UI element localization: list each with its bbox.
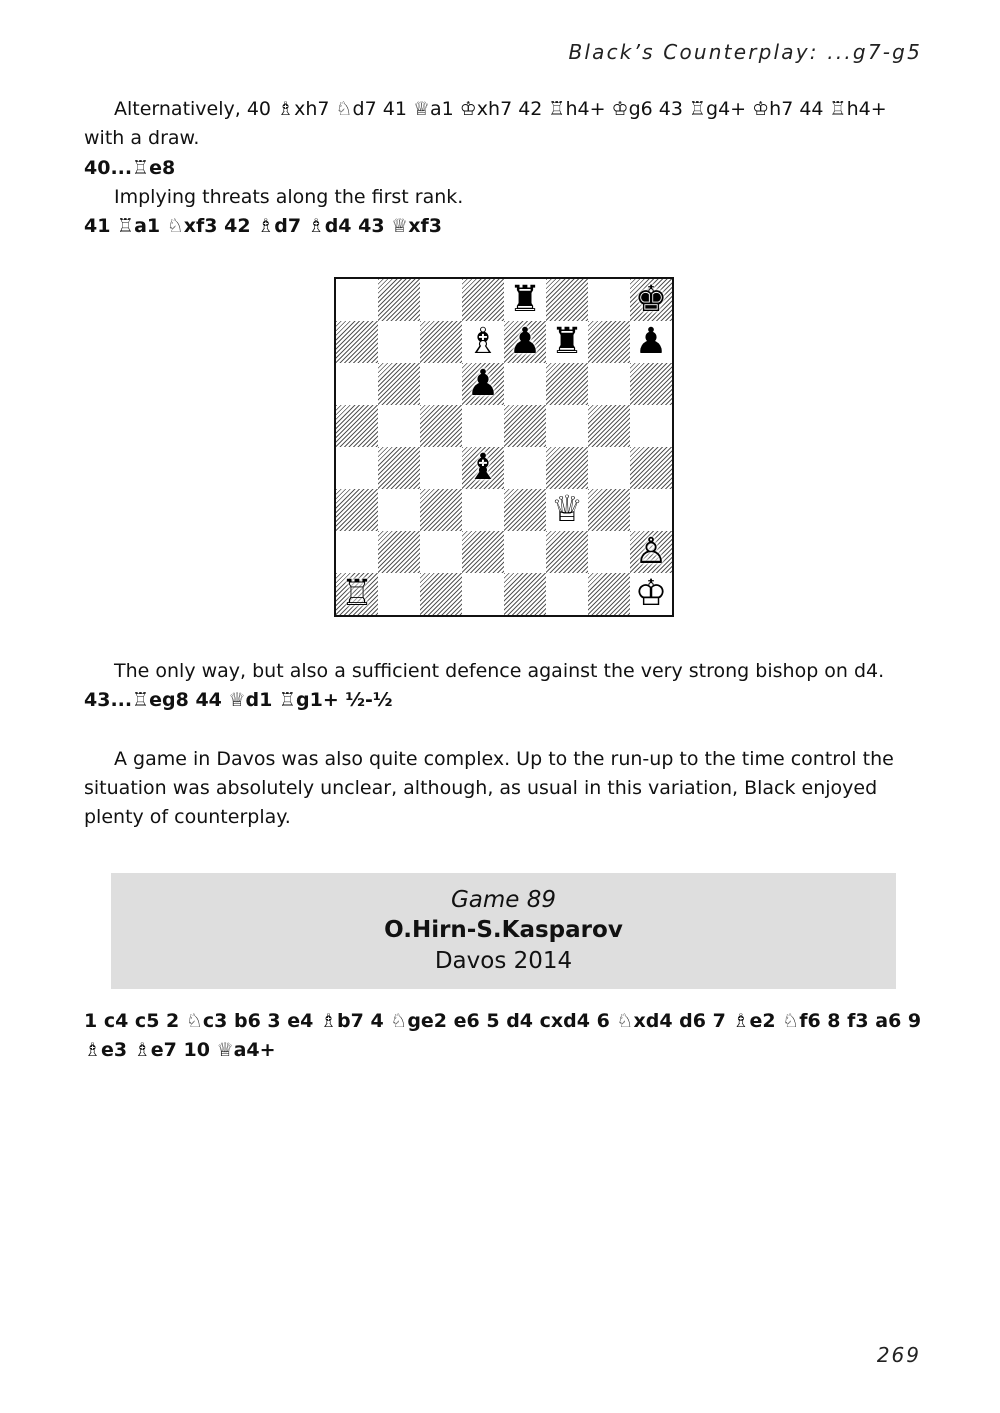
square-c4 xyxy=(420,447,462,489)
game-event: Davos 2014 xyxy=(434,948,573,974)
square-f8 xyxy=(546,279,588,321)
square-b8 xyxy=(378,279,420,321)
chess-piece: ♟ xyxy=(508,321,542,362)
square-d3 xyxy=(462,489,504,531)
square-g5 xyxy=(588,405,630,447)
square-e3 xyxy=(504,489,546,531)
square-g1 xyxy=(588,573,630,615)
square-e1 xyxy=(504,573,546,615)
game-header-box xyxy=(111,873,896,989)
square-b5 xyxy=(378,405,420,447)
square-b3 xyxy=(378,489,420,531)
game-players: O.Hirn-S.Kasparov xyxy=(384,917,623,943)
square-d8 xyxy=(462,279,504,321)
square-b1 xyxy=(378,573,420,615)
square-h2 xyxy=(630,531,672,573)
chess-piece: ♟ xyxy=(634,321,668,362)
square-c5 xyxy=(420,405,462,447)
paragraph-defence: The only way, but also a sufficient defence against the very strong bishop on d4. xyxy=(114,660,885,682)
square-a7 xyxy=(336,321,378,363)
square-c8 xyxy=(420,279,462,321)
square-c1 xyxy=(420,573,462,615)
square-e4 xyxy=(504,447,546,489)
square-c7 xyxy=(420,321,462,363)
square-h1 xyxy=(630,573,672,615)
chess-piece: ♝ xyxy=(466,447,500,488)
square-g4 xyxy=(588,447,630,489)
chess-piece: ♜ xyxy=(550,321,584,362)
game-number: Game 89 xyxy=(450,887,557,913)
square-g3 xyxy=(588,489,630,531)
square-c2 xyxy=(420,531,462,573)
square-d6 xyxy=(462,363,504,405)
chess-piece: ♚ xyxy=(634,279,668,320)
square-b6 xyxy=(378,363,420,405)
move-line-40: 40...♖e8 xyxy=(84,157,176,179)
square-f4 xyxy=(546,447,588,489)
square-h6 xyxy=(630,363,672,405)
square-d7 xyxy=(462,321,504,363)
square-h8 xyxy=(630,279,672,321)
square-g6 xyxy=(588,363,630,405)
move-line-43-44: 43...♖eg8 44 ♕d1 ♖g1+ ½-½ xyxy=(84,689,393,711)
paragraph-alternative-line: Alternatively, 40 ♗xh7 ♘d7 41 ♕a1 ♔xh7 42 ♖h4+ ♔g6 43 ♖g4+ ♔h7 44 ♖h4+ with a draw. xyxy=(84,98,887,149)
chess-piece: ♖ xyxy=(340,573,374,614)
opening-moves: 1 c4 c5 2 ♘c3 b6 3 e4 ♗b7 4 ♘ge2 e6 5 d4 cxd4 6 ♘xd4 d6 7 ♗e2 ♘f6 8 f3 a6 9 ♗e3 ♗e7 10 ♕a4+ xyxy=(84,1010,922,1061)
chess-piece: ♟ xyxy=(466,363,500,404)
square-d5 xyxy=(462,405,504,447)
chess-piece: ♜ xyxy=(508,279,542,320)
square-b7 xyxy=(378,321,420,363)
square-e6 xyxy=(504,363,546,405)
square-e2 xyxy=(504,531,546,573)
square-e8 xyxy=(504,279,546,321)
chess-piece: ♗ xyxy=(466,321,500,362)
square-a8 xyxy=(336,279,378,321)
square-a4 xyxy=(336,447,378,489)
square-h5 xyxy=(630,405,672,447)
chess-piece: ♕ xyxy=(550,489,584,530)
square-g2 xyxy=(588,531,630,573)
square-g7 xyxy=(588,321,630,363)
square-d2 xyxy=(462,531,504,573)
square-e7 xyxy=(504,321,546,363)
page-number: 269 xyxy=(876,1343,921,1367)
paragraph-davos: A game in Davos was also quite complex. Up to the run-up to the time control the situation was absolutely unclear, although, as usual in this variation, Black enjoyed plenty of counterplay. xyxy=(84,748,894,828)
square-f7 xyxy=(546,321,588,363)
square-g8 xyxy=(588,279,630,321)
square-h4 xyxy=(630,447,672,489)
square-f5 xyxy=(546,405,588,447)
chess-piece: ♙ xyxy=(634,531,668,572)
square-c6 xyxy=(420,363,462,405)
square-b2 xyxy=(378,531,420,573)
move-line-41-43: 41 ♖a1 ♘xf3 42 ♗d7 ♗d4 43 ♕xf3 xyxy=(84,215,442,237)
square-f6 xyxy=(546,363,588,405)
square-h7 xyxy=(630,321,672,363)
square-h3 xyxy=(630,489,672,531)
chess-diagram xyxy=(334,277,674,617)
square-a1 xyxy=(336,573,378,615)
square-b4 xyxy=(378,447,420,489)
square-f3 xyxy=(546,489,588,531)
paragraph-threats: Implying threats along the first rank. xyxy=(114,186,464,208)
square-d1 xyxy=(462,573,504,615)
running-head: Black’s Counterplay: ...g7-g5 xyxy=(568,40,922,64)
square-e5 xyxy=(504,405,546,447)
chess-piece: ♔ xyxy=(634,573,668,614)
square-a6 xyxy=(336,363,378,405)
square-c3 xyxy=(420,489,462,531)
square-d4 xyxy=(462,447,504,489)
square-a2 xyxy=(336,531,378,573)
square-a3 xyxy=(336,489,378,531)
square-f1 xyxy=(546,573,588,615)
square-f2 xyxy=(546,531,588,573)
square-a5 xyxy=(336,405,378,447)
